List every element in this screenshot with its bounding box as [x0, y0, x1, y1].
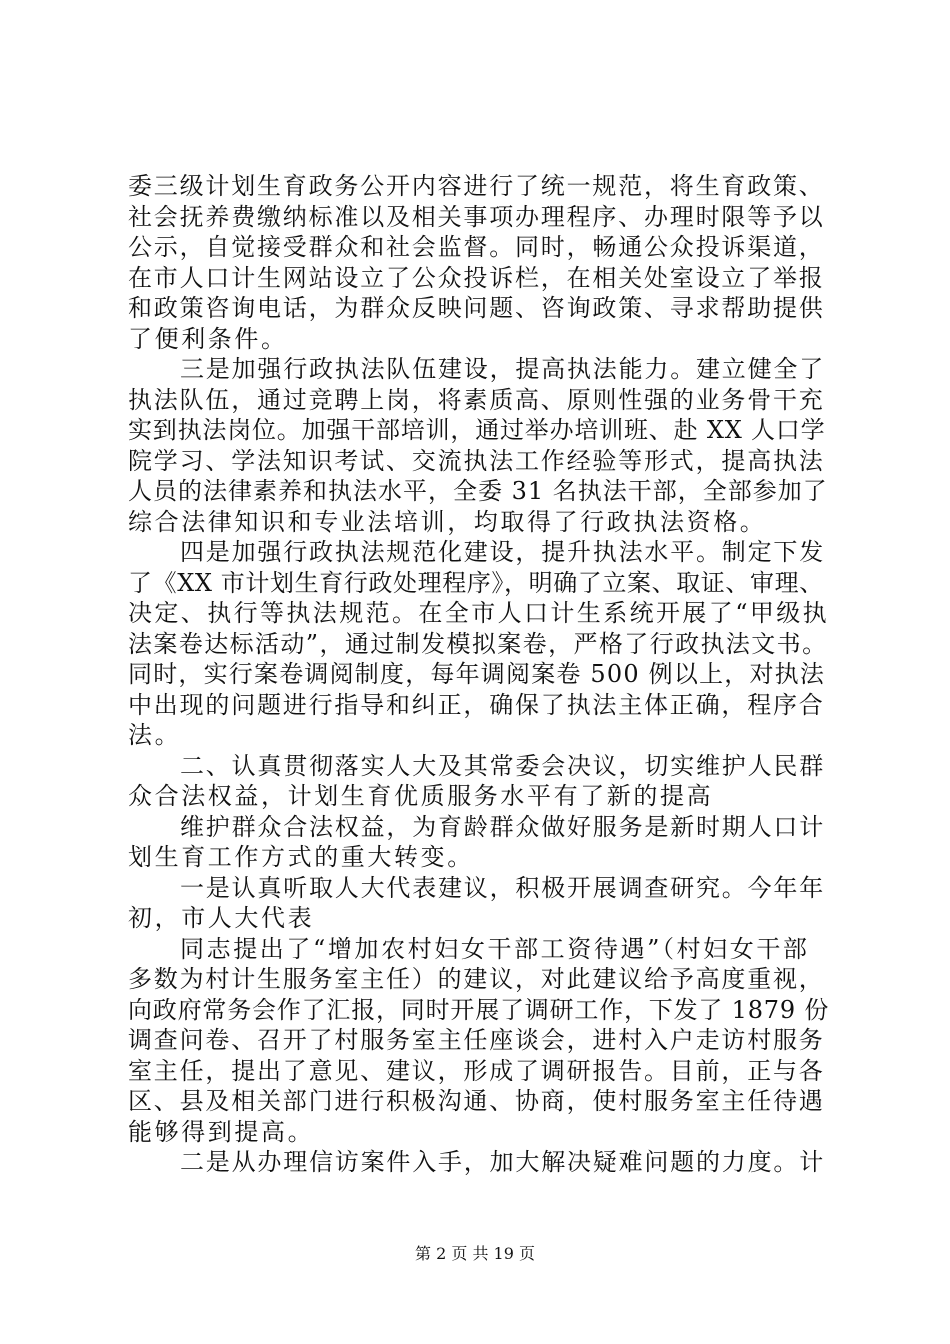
text-line: 法案卷达标活动”，通过制发模拟案卷，严格了行政执法文书。 [128, 630, 828, 658]
paragraph-first-line: 四是加强行政执法规范化建设，提升执法水平。制定下发 [180, 538, 825, 566]
text-line: 了《XX 市计划生育行政处理程序》，明确了立案、取证、审理、 [128, 569, 824, 597]
text-line: 同时，实行案卷调阅制度，每年调阅案卷 500 例以上，对执法 [128, 660, 826, 688]
text-line: 向政府常务会作了汇报，同时开展了调研工作，下发了 1879 份 [128, 996, 830, 1024]
text-line: 了便利条件。 [128, 325, 288, 353]
text-line: 在市人口计生网站设立了公众投诉栏，在相关处室设立了举报 [128, 264, 825, 292]
text-line: 实到执法岗位。加强干部培训，通过举办培训班、赴 XX 人口学 [128, 416, 826, 444]
text-line: 初，市人大代表 [128, 904, 315, 932]
text-line: 多数为村计生服务室主任）的建议，对此建议给予高度重视， [128, 965, 825, 993]
text-line: 院学习、学法知识考试、交流执法工作经验等形式，提高执法 [128, 447, 825, 475]
text-line: 综合法律知识和专业法培训，均取得了行政执法资格。 [128, 508, 767, 536]
text-line: 执法队伍，通过竞聘上岗，将素质高、原则性强的业务骨干充 [128, 386, 825, 414]
text-line: 人员的法律素养和执法水平，全委 31 名执法干部，全部参加了 [128, 477, 828, 505]
text-line: 公示，自觉接受群众和社会监督。同时，畅通公众投诉渠道， [128, 233, 825, 261]
text-line: 调查问卷、召开了村服务室主任座谈会，进村入户走访村服务 [128, 1026, 825, 1054]
text-line: 划生育工作方式的重大转变。 [128, 843, 474, 871]
text-line: 法。 [128, 721, 182, 749]
text-line: 室主任，提出了意见、建议，形成了调研报告。目前，正与各 [128, 1057, 825, 1085]
paragraph-first-line: 二是从办理信访案件入手，加大解决疑难问题的力度。计 [180, 1148, 825, 1176]
section-heading-line: 二、认真贯彻落实人大及其常委会决议，切实维护人民群 [180, 752, 825, 780]
text-line: 中出现的问题进行指导和纠正，确保了执法主体正确，程序合 [128, 691, 825, 719]
text-line: 和政策咨询电话，为群众反映问题、咨询政策、寻求帮助提供 [128, 294, 825, 322]
text-line: 能够得到提高。 [128, 1118, 315, 1146]
text-line: 委三级计划生育政务公开内容进行了统一规范，将生育政策、 [128, 172, 825, 200]
paragraph-first-line: 同志提出了“增加农村妇女干部工资待遇”（村妇女干部 [180, 935, 810, 963]
section-heading-line: 众合法权益，计划生育优质服务水平有了新的提高 [128, 782, 714, 810]
text-line: 区、县及相关部门进行积极沟通、协商，使村服务室主任待遇 [128, 1087, 825, 1115]
paragraph-first-line: 一是认真听取人大代表建议，积极开展调查研究。今年年 [180, 874, 825, 902]
page-number-footer: 第 2 页 共 19 页 [415, 1244, 535, 1263]
text-line: 社会抚养费缴纳标准以及相关事项办理程序、办理时限等予以 [128, 203, 825, 231]
paragraph-first-line: 维护群众合法权益，为育龄群众做好服务是新时期人口计 [180, 813, 825, 841]
text-line: 决定、执行等执法规范。在全市人口计生系统开展了“甲级执 [128, 599, 830, 627]
paragraph-first-line: 三是加强行政执法队伍建设，提高执法能力。建立健全了 [180, 355, 825, 383]
